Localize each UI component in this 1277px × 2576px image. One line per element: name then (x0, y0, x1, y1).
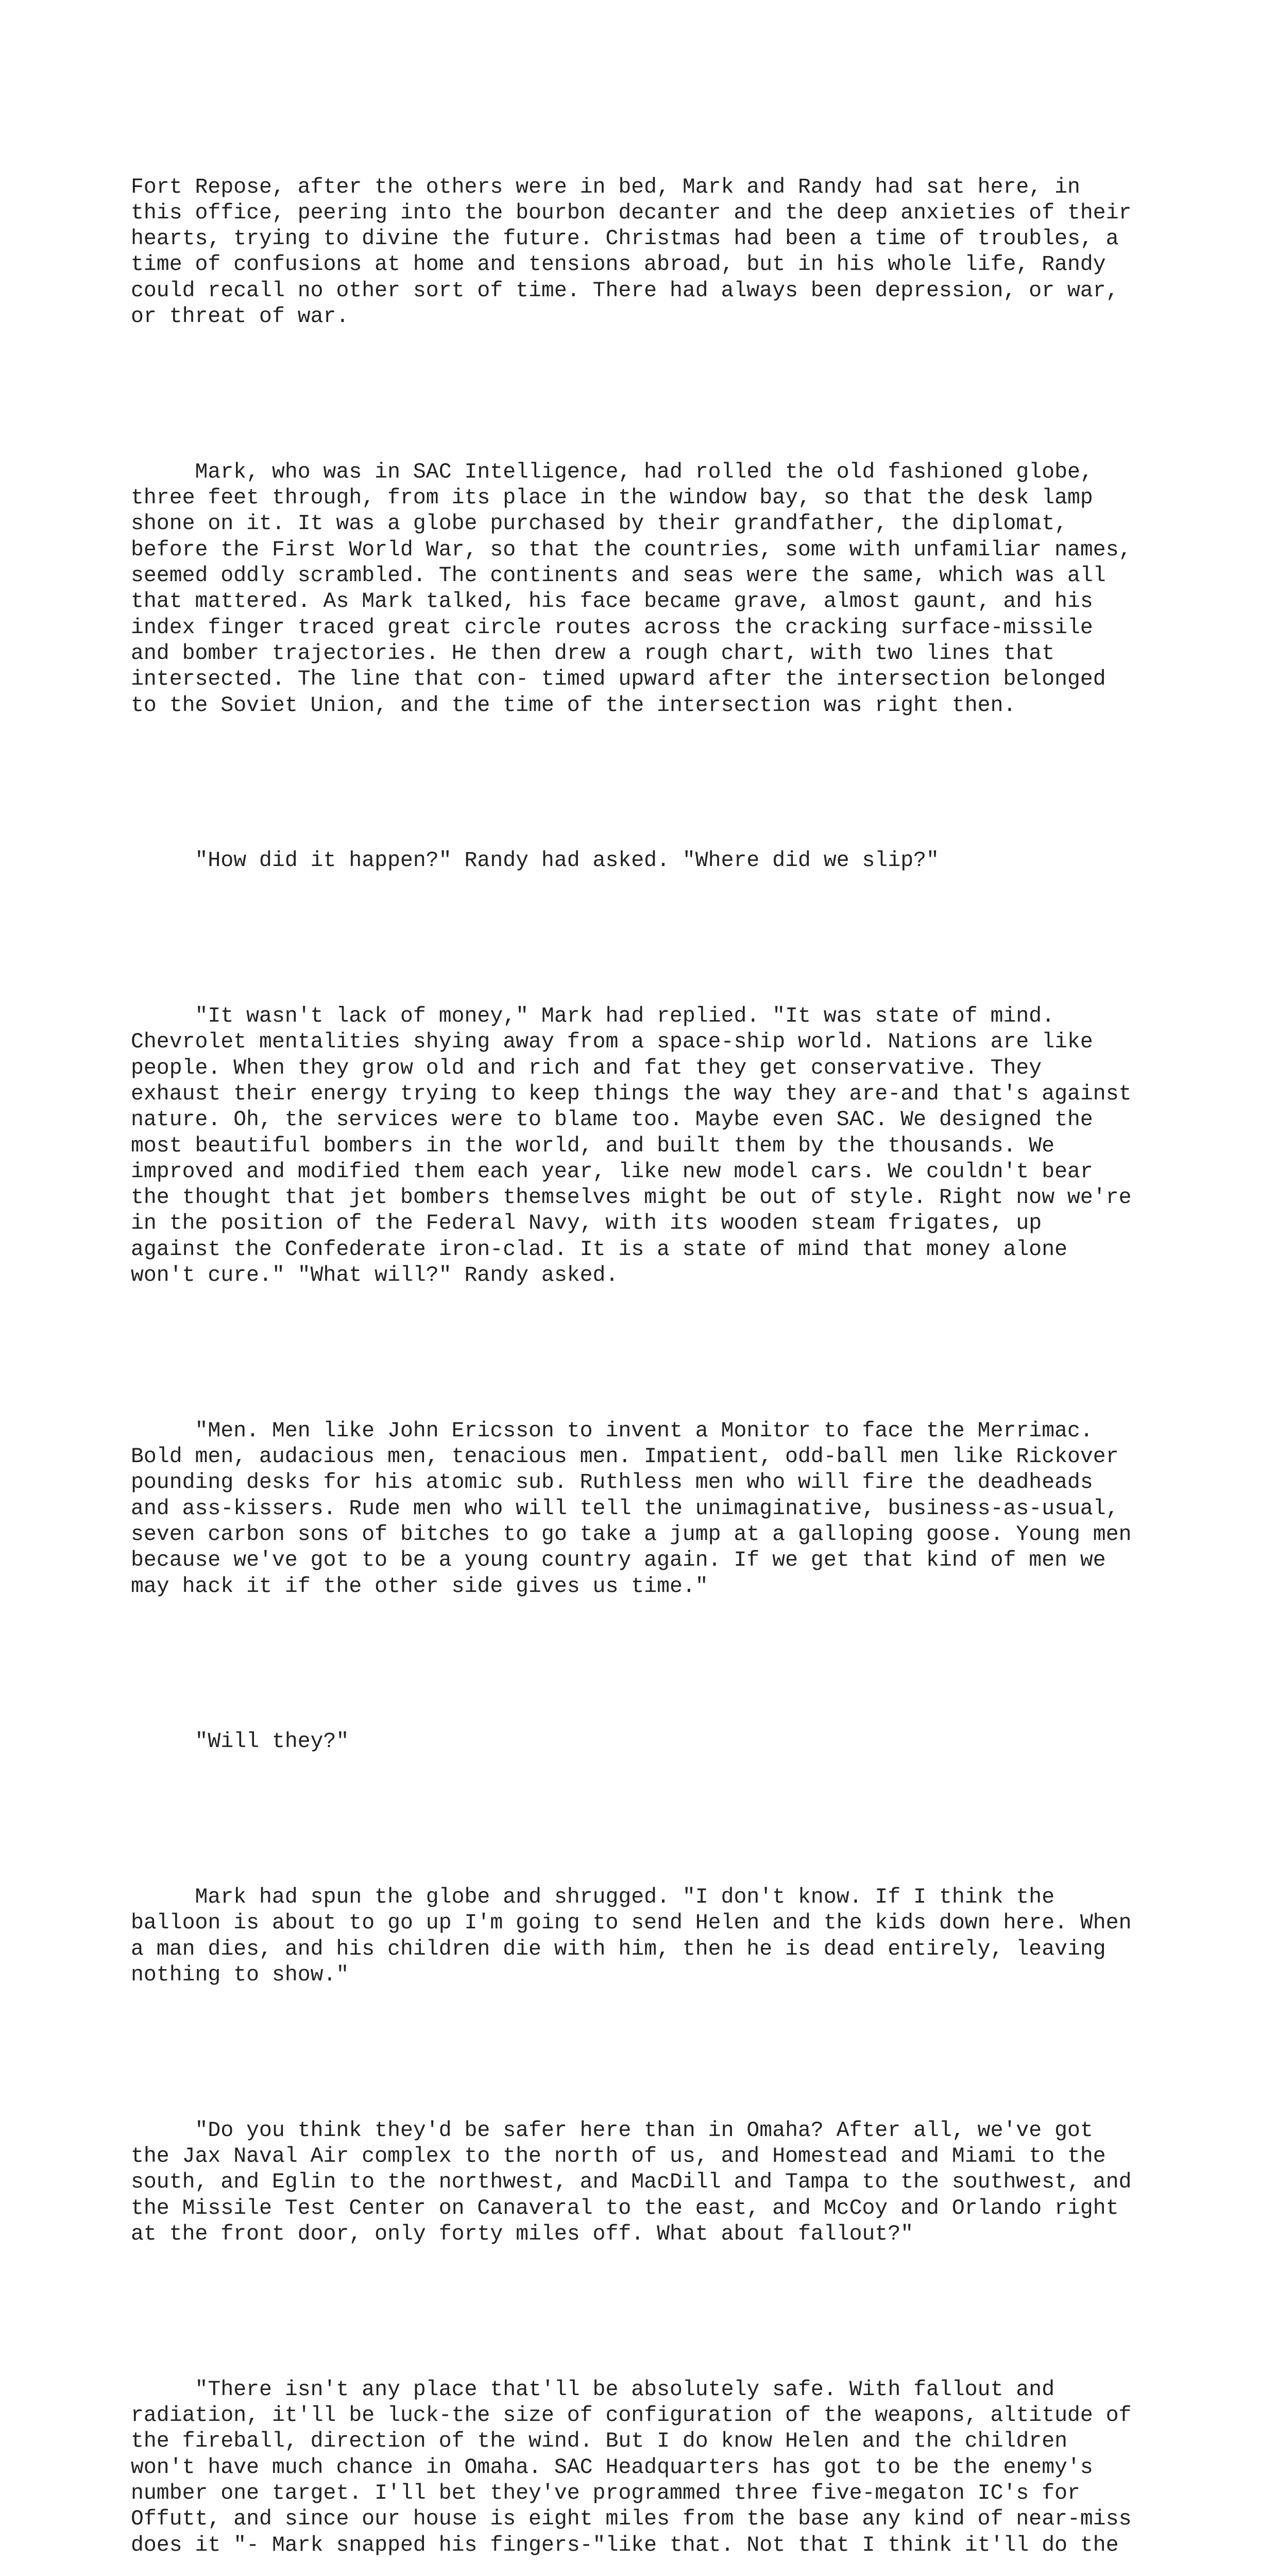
paragraph-4 (131, 952, 1161, 1341)
text-line: won't have much chance in Omaha. SAC Headquarters has got to be the enemy's (131, 2455, 1093, 2480)
text-line: hearts, trying to divine the future. Christmas had been a time of troubles, a (131, 227, 1119, 251)
text-line: nothing to show." (131, 1963, 349, 1988)
text-line: won't cure." "What will?" Randy asked. (131, 1263, 619, 1288)
text-line: "How did it happen?" Randy had asked. "Where did we slip?" (131, 849, 939, 873)
text-line: the fireball, direction of the wind. But I do know Helen and the children (131, 2429, 1067, 2454)
text-line: "There isn't any place that'll be absolutely safe. With fallout and (131, 2377, 1055, 2402)
text-line: or threat of war. (131, 304, 349, 329)
text-line: Offutt, and since our house is eight miles from the base any kind of near-miss (131, 2507, 1132, 2532)
text-line: before the First World War, so that the countries, some with unfamiliar names, (131, 537, 1132, 562)
text-line: nature. Oh, the services were to blame too. Maybe even SAC. We designed the (131, 1108, 1093, 1132)
text-line: this office, peering into the bourbon decanter and the deep anxieties of their (131, 200, 1132, 225)
paragraph-7 (131, 1833, 1161, 2040)
text-line: against the Confederate iron-clad. It is a state of mind that money alone (131, 1237, 1067, 1262)
paragraph-1 (131, 123, 1161, 382)
text-line: "Men. Men like John Ericsson to invent a Monitor to face the Merrimac. (131, 1418, 1093, 1443)
text-line: exhaust their energy trying to keep things the way they are-and that's against (131, 1081, 1132, 1106)
text-line: radiation, it'll be luck-the size of configuration of the weapons, altitude of (131, 2403, 1132, 2428)
text-line: most beautiful bombers in the world, and built them by the thousands. We (131, 1133, 1055, 1158)
paragraph-5 (131, 1366, 1161, 1651)
text-line: people. When they grow old and rich and fat they get conservative. They (131, 1056, 1042, 1080)
text-line: "Will they?" (131, 1730, 349, 1754)
text-line: three feet through, from its place in the window bay, so that the desk lamp (131, 486, 1093, 511)
text-line: the Missile Test Center on Canaveral to the east, and McCoy and Orlando right (131, 2196, 1119, 2221)
document-body (131, 123, 1161, 2576)
text-line: because we've got to be a young country again. If we get that kind of men we (131, 1548, 1106, 1573)
text-line: a man dies, and his children die with him, then he is dead entirely, leaving (131, 1937, 1106, 1961)
text-line: Bold men, audacious men, tenacious men. Impatient, odd-ball men like Rickover (131, 1445, 1119, 1469)
paragraph-2 (131, 408, 1161, 770)
paragraph-9 (131, 2325, 1161, 2576)
text-line: improved and modified them each year, like new model cars. We couldn't bear (131, 1159, 1093, 1184)
paragraph-6 (131, 1677, 1161, 1807)
paragraph-8 (131, 2066, 1161, 2299)
paragraph-3 (131, 796, 1161, 926)
text-line: south, and Eglin to the northwest, and MacDill and Tampa to the southwest, and (131, 2170, 1132, 2195)
text-line: to the Soviet Union, and the time of the intersection was right then. (131, 693, 1016, 718)
text-line: shone on it. It was a globe purchased by their grandfather, the diplomat, (131, 512, 1067, 536)
text-line: in the position of the Federal Navy, with its wooden steam frigates, up (131, 1211, 1042, 1236)
text-line: time of confusions at home and tensions abroad, but in his whole life, Randy (131, 252, 1106, 277)
text-line: and bomber trajectories. He then drew a rough chart, with two lines that (131, 641, 1055, 666)
text-line: "It wasn't lack of money," Mark had replied. "It was state of mind. (131, 1004, 1055, 1029)
text-line: seven carbon sons of bitches to go take a jump at a galloping goose. Young men (131, 1522, 1132, 1547)
text-line: does it "- Mark snapped his fingers-"like that. Not that I think it'll do the (131, 2533, 1119, 2557)
text-line: at the front door, only forty miles off. What about fallout?" (131, 2222, 914, 2247)
text-line: index finger traced great circle routes across the cracking surface-missile (131, 615, 1093, 640)
text-line: pounding desks for his atomic sub. Ruthless men who will fire the deadheads (131, 1470, 1093, 1495)
text-line: balloon is about to go up I'm going to send Helen and the kids down here. When (131, 1911, 1132, 1936)
text-line: Fort Repose, after the others were in bed, Mark and Randy had sat here, in (131, 175, 1080, 199)
text-line: and ass-kissers. Rude men who will tell the unimaginative, business-as-usual, (131, 1496, 1119, 1521)
text-line: that mattered. As Mark talked, his face became grave, almost gaunt, and his (131, 589, 1093, 614)
text-line: the thought that jet bombers themselves might be out of style. Right now we're (131, 1185, 1132, 1210)
text-line: Chevrolet mentalities shying away from a space-ship world. Nations are like (131, 1030, 1093, 1055)
text-line: Mark, who was in SAC Intelligence, had rolled the old fashioned globe, (131, 460, 1093, 484)
text-line: seemed oddly scrambled. The continents and seas were the same, which was all (131, 564, 1106, 588)
text-line: the Jax Naval Air complex to the north of us, and Homestead and Miami to the (131, 2144, 1106, 2169)
text-line: may hack it if the other side gives us time." (131, 1574, 708, 1599)
text-line: "Do you think they'd be safer here than in Omaha? After all, we've got (131, 2118, 1093, 2143)
text-line: number one target. I'll bet they've programmed three five-megaton IC's for (131, 2481, 1080, 2506)
text-line: Mark had spun the globe and shrugged. "I don't know. If I think the (131, 1885, 1055, 1910)
text-line: intersected. The line that con- timed upward after the intersection belonged (131, 667, 1106, 692)
text-line: could recall no other sort of time. There had always been depression, or war, (131, 278, 1119, 303)
